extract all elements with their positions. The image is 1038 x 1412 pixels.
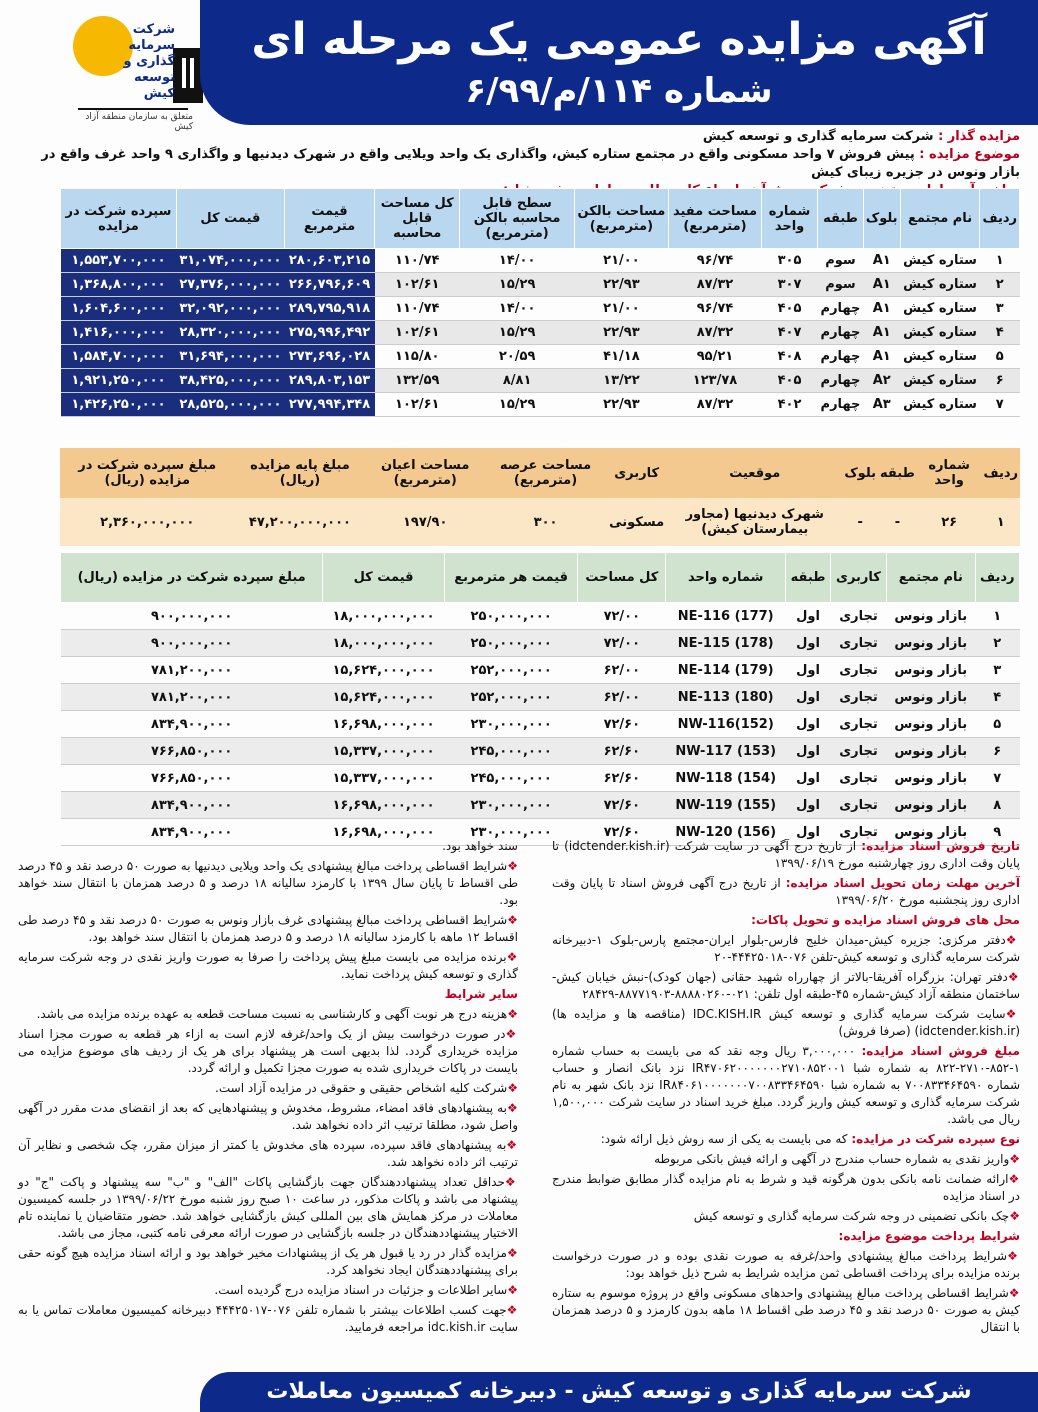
table-cell: ۳۰۷ xyxy=(762,273,818,297)
table-cell: اول xyxy=(786,657,831,684)
condition-6: حداقل تعداد پیشنهاددهندگان جهت بازگشایی پاکات "الف" و "ب" سه پیشنهاد و پاکت "ج" دو پیشنهاد می باشد و پاکات مذکور، در ساعت ۱۰ صبح روز شنبه مورخ ۱۳۹۹/۰۶/۲۲ در جلسه کمیسیون معاملات در مرکز همایش های بین المللی کیش بازگشایی خواهد شد. حضور متقاضیان یا نماینده تام الاختیار پیشنهاددهندگان در جلسه بازگشایی در صورت ارائه معرفی نامه کتبی، مجاز می باشد. xyxy=(18,1175,518,1240)
bullet-icon: ❖ xyxy=(506,1303,518,1317)
table-cell: ۷۶۶,۸۵۰,۰۰۰ xyxy=(61,738,323,765)
table-cell: ۱۶,۶۹۸,۰۰۰,۰۰۰ xyxy=(323,711,445,738)
table-cell: ۲۳۰,۰۰۰,۰۰۰ xyxy=(444,819,578,846)
table-cell: ۱۲۳/۷۸ xyxy=(668,369,761,393)
table-cell: ۲۷۷,۹۹۴,۳۴۸ xyxy=(284,393,374,417)
table-cell: تجاری xyxy=(830,603,886,630)
table-cell: ۹۶/۷۴ xyxy=(668,297,761,321)
table-cell: ۹۰۰,۰۰۰,۰۰۰ xyxy=(61,603,323,630)
bullet-icon: ❖ xyxy=(507,1283,518,1297)
column-header: مساحت عرصه (مترمربع) xyxy=(485,448,606,498)
table-cell: تجاری xyxy=(830,819,886,846)
table-cell: ۲۲/۹۳ xyxy=(574,393,668,417)
table-cell: چهارم xyxy=(818,321,864,345)
table-cell: ۱,۶۰۴,۶۰۰,۰۰۰ xyxy=(61,297,177,321)
table-cell: ۷۲/۶۰ xyxy=(578,792,666,819)
column-header: قیمت کل xyxy=(176,189,284,249)
table-cell: اول xyxy=(786,603,831,630)
table-cell: ۱۸,۰۰۰,۰۰۰,۰۰۰ xyxy=(323,630,445,657)
table-cell: ۲ xyxy=(975,630,1019,657)
column-header: شماره واحد xyxy=(762,189,818,249)
table-cell: A۱ xyxy=(863,273,900,297)
table-cell: ۱,۴۱۶,۰۰۰,۰۰۰ xyxy=(61,321,177,345)
table-cell: ۱۱۵/۸۰ xyxy=(375,345,460,369)
table-cell: ۱ xyxy=(980,249,1020,273)
column-header: طبقه xyxy=(878,448,917,498)
table-cell: سوم xyxy=(818,249,864,273)
table-cell: ۲۰/۵۹ xyxy=(460,345,574,369)
table-cell: بازار ونوس xyxy=(886,765,975,792)
table-cell: بازار ونوس xyxy=(886,711,975,738)
column-header: مبلغ سپرده شرکت در مزایده (ریال) xyxy=(60,448,234,498)
table-cell: ۲۷,۳۷۶,۰۰۰,۰۰۰ xyxy=(176,273,284,297)
table-cell: ۱۵/۲۹ xyxy=(460,321,574,345)
table-row xyxy=(61,369,1020,393)
table-row xyxy=(61,792,1020,819)
condition-7: مزایده گذار در رد یا قبول هر یک از پیشنهادات مخیر خواهد بود و ارائه اسناد مزایده هیچ گونه حقی برای پیشنهاددهندگان ایجاد نخواهد کرد. xyxy=(18,1246,518,1277)
deadline-text: از تاریخ درج آگهی فروش اسناد تا پایان وقت اداری روز پنجشنبه مورخ ۱۳۹۹/۰۶/۲۰ xyxy=(552,876,1020,907)
column-header: قیمت مترمربع xyxy=(284,189,374,249)
terms-right-column xyxy=(552,838,1020,1339)
column-header: نام مجتمع xyxy=(900,189,980,249)
table-cell: NE-116 (177) xyxy=(666,603,786,630)
table-cell: ۱۶,۶۹۸,۰۰۰,۰۰۰ xyxy=(323,792,445,819)
table-cell: ۲۵۲,۰۰۰,۰۰۰ xyxy=(444,684,578,711)
table-cell: چهارم xyxy=(818,393,864,417)
table-row xyxy=(61,321,1020,345)
table-cell: ۲۸۹,۸۰۳,۱۵۳ xyxy=(284,369,374,393)
table-cell: ۸۷/۳۲ xyxy=(668,273,761,297)
column-header: مساحت بالکن (مترمربع) xyxy=(574,189,668,249)
table-cell: ۵ xyxy=(980,345,1020,369)
bullet-icon: ❖ xyxy=(1009,1209,1020,1223)
table-cell: ستاره کیش xyxy=(900,393,980,417)
table-cell: NW-118 (154) xyxy=(666,765,786,792)
bullet-icon: ❖ xyxy=(1005,1007,1020,1021)
table-cell: ۲۳۰,۰۰۰,۰۰۰ xyxy=(444,711,578,738)
column-header: طبقه xyxy=(786,553,831,603)
column-header: شماره واحد xyxy=(917,448,982,498)
bullet-icon: ❖ xyxy=(507,1081,518,1095)
bullet-icon: ❖ xyxy=(505,1027,518,1041)
table-cell: بازار ونوس xyxy=(886,630,975,657)
table-row xyxy=(60,498,1020,546)
table-row xyxy=(61,657,1020,684)
table-row xyxy=(61,603,1020,630)
table-cell: ۱۰۲/۶۱ xyxy=(375,321,460,345)
commercial-units-table xyxy=(60,552,1020,846)
deposit-option-cash: واریز نقدی به شماره حساب مندرج در آگهی و ارائه فیش بانکی مربوطه xyxy=(654,1152,1010,1166)
table-cell: ۹ xyxy=(975,819,1019,846)
table-cell: ستاره کیش xyxy=(900,321,980,345)
table-cell: بازار ونوس xyxy=(886,657,975,684)
payment-label: شرایط پرداخت موضوع مزایده: xyxy=(838,1229,1020,1243)
column-header: ردیف xyxy=(980,189,1020,249)
header-banner xyxy=(200,0,1038,125)
table-cell: ۲۲/۹۳ xyxy=(574,321,668,345)
column-header: مبلغ پایه مزایده (ریال) xyxy=(234,448,365,498)
table-cell: بازار ونوس xyxy=(886,792,975,819)
table-cell: ۴۰۷ xyxy=(762,321,818,345)
table-row xyxy=(61,273,1020,297)
bullet-icon: ❖ xyxy=(1009,1152,1020,1166)
table-cell: ۳۱,۰۷۴,۰۰۰,۰۰۰ xyxy=(176,249,284,273)
table-cell: ستاره کیش xyxy=(900,273,980,297)
company-logo xyxy=(18,8,193,132)
table-cell: A۱ xyxy=(863,249,900,273)
table-cell: تجاری xyxy=(830,630,886,657)
table-cell: NW-120 (156) xyxy=(666,819,786,846)
bullet-icon: ❖ xyxy=(1008,1286,1020,1300)
table-cell: ۶ xyxy=(975,738,1019,765)
table-cell: NW-119 (155) xyxy=(666,792,786,819)
deposit-text: که می بایست به یکی از سه روش ذیل ارائه شود: xyxy=(600,1132,848,1146)
table-cell: NW-117 (153) xyxy=(666,738,786,765)
page-title: آگهی مزایده عمومی یک مرحله ای xyxy=(251,14,987,65)
table-cell: ۸۷/۳۲ xyxy=(668,321,761,345)
table-row xyxy=(61,345,1020,369)
table-cell: اول xyxy=(786,819,831,846)
deposit-option-guarantee: ارائه ضمانت نامه بانکی بدون هرگونه قید و شرط به نام مزایده گذار مطابق ضوابط مندرج در اسناد مزایده xyxy=(552,1172,1020,1203)
table-cell: ۲۲/۹۳ xyxy=(574,273,668,297)
table-cell: ۳۲,۰۹۲,۰۰۰,۰۰۰ xyxy=(176,297,284,321)
table-cell: ۱,۵۸۴,۷۰۰,۰۰۰ xyxy=(61,345,177,369)
table-cell: ۱۱۰/۷۴ xyxy=(375,297,460,321)
table-cell: چهارم xyxy=(818,345,864,369)
table-cell: - xyxy=(842,498,878,546)
villa-table xyxy=(60,448,1020,546)
column-header: ردیف xyxy=(975,553,1019,603)
column-header: کل مساحت قابل محاسبه xyxy=(375,189,460,249)
column-header: طبقه xyxy=(818,189,864,249)
payment-terms-residential: شرایط اقساطی پرداخت مبالغ پیشنهادی واحدهای مسکونی واقع در پروژه موسوم به ستاره کیش به صورت ۵۰ درصد نقد و ۴۵ درصد طی اقساط ۱۸ ماهه بدون کارمزد و ۵ درصد همزمان با انتقال xyxy=(552,1286,1020,1334)
condition-2: در صورت درخواست بیش از یک واحد/غرفه لازم است به ازاء هر قطعه به صورت مجزا اسناد مزایده خریداری گردد. لذا بدیهی است هر پیشنهاد برای هر یک از ردیف های موضوع مزایده می بایست در پاکات خریداری شده به صورت مجزا تکمیل و ارائه گردد. xyxy=(18,1027,518,1075)
organizer-label: مزایده گذار : xyxy=(938,129,1020,144)
table-cell: ۴۷,۲۰۰,۰۰۰,۰۰۰ xyxy=(234,498,365,546)
table-cell: ۱ xyxy=(981,498,1020,546)
table-cell: A۱ xyxy=(863,345,900,369)
bullet-icon: ❖ xyxy=(1007,970,1020,984)
table-cell: ۱۸,۰۰۰,۰۰۰,۰۰۰ xyxy=(323,603,445,630)
table-cell: ۶۲/۰۰ xyxy=(578,657,666,684)
condition-9: جهت کسب اطلاعات بیشتر با شماره تلفن ۰۷۶-۴۴۴۲۵۰۱۷ دبیرخانه کمیسیون معاملات تماس یا به سایت idc.kish.ir مراجعه فرمایید. xyxy=(18,1303,518,1334)
footer-banner: شرکت سرمایه گذاری و توسعه کیش - دبیرخانه کمیسیون معاملات xyxy=(200,1372,1038,1412)
table-cell: ۷۸۱,۲۰۰,۰۰۰ xyxy=(61,684,323,711)
fee-text: ۳,۰۰۰,۰۰۰ ریال وجه نقد که می بایست به حساب شماره ۱-۸۵۲-۲۷۱۰-۸۲۲ به شماره شبا IR۴۷۰۶۲۰۰۰۰۰۰۰۲۷۱۰۸۵۲۰۰۱ نزد بانک انصار و حساب شماره ۷۰۰۸۳۳۴۶۴۵۹۰ به شماره شبا IR۸۴۰۶۱۰۰۰۰۰۰۰۷۰۰۸۳۳۴۶۴۵۹۰ نزد بانک شهر به نام شرکت سرمایه گذاری و توسعه کیش واریز گردد. مبلغ خرید اسناد در سایت شرکت ۱,۵۰۰,۰۰۰ ریال می باشد. xyxy=(552,1044,1021,1126)
bullet-icon: ❖ xyxy=(506,950,518,964)
table-cell: ۷۸۱,۲۰۰,۰۰۰ xyxy=(61,657,323,684)
table-row xyxy=(61,711,1020,738)
table-cell: ۱ xyxy=(975,603,1019,630)
table-cell: A۱ xyxy=(863,297,900,321)
bullet-icon: ❖ xyxy=(507,1007,518,1021)
table-cell: ۱۵/۲۹ xyxy=(460,273,574,297)
table-row xyxy=(61,765,1020,792)
bullet-icon: ❖ xyxy=(1008,1172,1020,1186)
payment-terms-venus: شرایط اقساطی پرداخت مبالغ پیشنهادی غرف بازار ونوس به صورت ۵۰ درصد نقد و ۴۵ درصد طی اقساط ۱۲ ماهه با کارمزد سالیانه ۱۸ درصد و ۵ درصد همزمان با انتقال سند خواهد بود. xyxy=(18,913,518,944)
table-cell: ۱۳/۲۲ xyxy=(574,369,668,393)
table-cell: تجاری xyxy=(830,657,886,684)
table-cell: ۱۰۲/۶۱ xyxy=(375,273,460,297)
table-row xyxy=(61,684,1020,711)
residential-units-table xyxy=(60,188,1020,417)
table-cell: ستاره کیش xyxy=(900,297,980,321)
table-row xyxy=(61,630,1020,657)
organizer-value: شرکت سرمایه گذاری و توسعه کیش xyxy=(702,129,934,144)
column-header: بلوک xyxy=(863,189,900,249)
table-cell: ۴۰۲ xyxy=(762,393,818,417)
table-cell: ۲۸,۳۲۰,۰۰۰,۰۰۰ xyxy=(176,321,284,345)
condition-8: سایر اطلاعات و جزئیات در اسناد مزایده درج گردیده است. xyxy=(214,1283,508,1297)
table-cell: بازار ونوس xyxy=(886,738,975,765)
table-cell: ۳۱,۶۹۴,۰۰۰,۰۰۰ xyxy=(176,345,284,369)
table-cell: ۷۲/۶۰ xyxy=(578,711,666,738)
table-cell: ۸۷/۳۲ xyxy=(668,393,761,417)
table-cell: ۴۰۵ xyxy=(762,369,818,393)
table-cell: ۸۳۴,۹۰۰,۰۰۰ xyxy=(61,819,323,846)
table-cell: A۱ xyxy=(863,321,900,345)
table-cell: ۲۶ xyxy=(917,498,982,546)
table-cell: ۷۲/۰۰ xyxy=(578,630,666,657)
column-header: قیمت هر مترمربع xyxy=(444,553,578,603)
table-cell: ۶۲/۶۰ xyxy=(578,738,666,765)
table-cell: ۹۵/۲۱ xyxy=(668,345,761,369)
table-row xyxy=(61,297,1020,321)
table-cell: ۳۰۵ xyxy=(762,249,818,273)
table-cell: ۲ xyxy=(980,273,1020,297)
places-label: محل های فروش اسناد مزایده و تحویل پاکات: xyxy=(751,913,1020,927)
table-cell: ۱۵/۲۹ xyxy=(460,393,574,417)
table-cell: A۲ xyxy=(863,369,900,393)
table-cell: - xyxy=(878,498,917,546)
table-cell: NE-113 (180) xyxy=(666,684,786,711)
logo-caption: متعلق به سازمان منطقه آزاد کیش xyxy=(85,112,193,132)
table-cell: اول xyxy=(786,711,831,738)
other-conditions-label: سایر شرایط xyxy=(444,987,518,1001)
sale-date-label: تاریخ فروش اسناد مزایده: xyxy=(861,839,1020,853)
column-header: مساحت اعیان (مترمربع) xyxy=(365,448,485,498)
table-cell: ۹۰۰,۰۰۰,۰۰۰ xyxy=(61,630,323,657)
bullet-icon: ❖ xyxy=(504,1175,518,1189)
table-cell: ۲۷۵,۹۹۶,۴۹۲ xyxy=(284,321,374,345)
table-cell: تجاری xyxy=(830,738,886,765)
column-header: قیمت کل xyxy=(323,553,445,603)
table-cell: ۲۷۳,۶۹۶,۰۲۸ xyxy=(284,345,374,369)
table-cell: ۷ xyxy=(975,765,1019,792)
place-central-office: دفتر مرکزی: جزیره کیش-میدان خلیج فارس-بلوار ایران-مجتمع پارس-بلوک ۱-دبیرخانه شرکت سرمایه گذاری و توسعه کیش-تلفن ۰۷۶-۴۴۴۲۵۰۱۸-۲۰ xyxy=(552,933,1020,964)
table-cell: ۱,۵۵۳,۷۰۰,۰۰۰ xyxy=(61,249,177,273)
column-header: کل مساحت xyxy=(578,553,666,603)
bullet-icon: ❖ xyxy=(507,859,518,873)
table-cell: ۹۶/۷۴ xyxy=(668,249,761,273)
column-header: نام مجتمع xyxy=(886,553,975,603)
table-cell: ۲۶۶,۷۹۶,۶۰۹ xyxy=(284,273,374,297)
table-cell: ۶۲/۶۰ xyxy=(578,765,666,792)
table-cell: ۳۰۰ xyxy=(485,498,606,546)
table-cell: اول xyxy=(786,792,831,819)
subject-value: پیش فروش ۷ واحد مسکونی واقع در مجتمع ستاره کیش، واگذاری یک واحد ویلایی واقع در شهرک دیدنیها و واگذاری ۹ واحد غرف واقع در بازار ونوس در جزیره زیبای کیش xyxy=(41,147,1020,180)
table-cell: ۶۲/۰۰ xyxy=(578,684,666,711)
table-row xyxy=(61,393,1020,417)
table-cell: بازار ونوس xyxy=(886,819,975,846)
table-cell: ۱۴/۰۰ xyxy=(460,297,574,321)
table-cell: ۸۳۴,۹۰۰,۰۰۰ xyxy=(61,711,323,738)
auction-number: شماره ۱۱۴/م/۶/۹۹ xyxy=(465,71,773,111)
table-cell: ۸/۸۱ xyxy=(460,369,574,393)
table-cell: ستاره کیش xyxy=(900,249,980,273)
table-row xyxy=(61,738,1020,765)
table-cell: NE-114 (179) xyxy=(666,657,786,684)
column-header: کاربری xyxy=(830,553,886,603)
table-cell: ستاره کیش xyxy=(900,369,980,393)
place-tehran-office: دفتر تهران: بزرگراه آفریقا-بالاتر از چهارراه شهید حقانی (جهان کودک)-نبش خیابان کیش-ساختمان منطقه آزاد کیش-شماره ۴۵-طبقه اول تلفن: ۰۲۱-۸۸۸۸۰۲۶۰-۸۸۷۷۱۹۰۳-۲۸۴۲۹ xyxy=(552,970,1020,1001)
column-header: سپرده شرکت در مزایده xyxy=(61,189,177,249)
table-cell: بازار ونوس xyxy=(886,603,975,630)
table-cell: ستاره کیش xyxy=(900,345,980,369)
table-cell: NW-116(152) xyxy=(666,711,786,738)
table-cell: چهارم xyxy=(818,297,864,321)
table-cell: اول xyxy=(786,684,831,711)
column-header: بلوک xyxy=(842,448,878,498)
building-logo-mark xyxy=(173,48,203,103)
bullet-icon: ❖ xyxy=(507,913,518,927)
table-cell: تجاری xyxy=(830,684,886,711)
table-cell: مسکونی xyxy=(606,498,667,546)
column-header: سطح قابل محاسبه بالکن (مترمربع) xyxy=(460,189,574,249)
table-cell: ۸ xyxy=(975,792,1019,819)
table-cell: ۵ xyxy=(975,711,1019,738)
continued-text: سند خواهد بود. xyxy=(442,839,518,853)
table-cell: ۲۸۰,۶۰۳,۲۱۵ xyxy=(284,249,374,273)
table-cell: ۲۱/۰۰ xyxy=(574,297,668,321)
table-cell: ۴ xyxy=(980,321,1020,345)
table-cell: ۲۱/۰۰ xyxy=(574,249,668,273)
table-cell: ۴ xyxy=(975,684,1019,711)
bullet-icon: ❖ xyxy=(506,1246,518,1260)
table-cell: ۲,۳۶۰,۰۰۰,۰۰۰ xyxy=(60,498,234,546)
column-header: کاربری xyxy=(606,448,667,498)
table-cell: اول xyxy=(786,765,831,792)
table-cell: سوم xyxy=(818,273,864,297)
prepayment-note: برنده مزایده می بایست مبلغ پیش پرداخت را صرفا به صورت واریز نقدی در وجه شرکت سرمایه گذاری و توسعه کیش پرداخت نماید. xyxy=(18,950,518,981)
table-cell: ۷ xyxy=(980,393,1020,417)
table-cell: تجاری xyxy=(830,711,886,738)
column-header: مبلغ سپرده شرکت در مزایده (ریال) xyxy=(61,553,323,603)
table-cell: NE-115 (178) xyxy=(666,630,786,657)
column-header: مساحت مفید (مترمربع) xyxy=(668,189,761,249)
table-cell: ۱۴/۰۰ xyxy=(460,249,574,273)
fee-label: مبلغ فروش اسناد مزایده: xyxy=(861,1044,1020,1058)
logo-divider xyxy=(78,108,188,110)
table-cell: بازار ونوس xyxy=(886,684,975,711)
bullet-icon: ❖ xyxy=(506,1138,518,1152)
place-website: سایت شرکت سرمایه گذاری و توسعه کیش IDC.KISH.IR (مناقصه ها و مزایده ها) (idctender.kish.ir) (صرفا فروش) xyxy=(552,1007,1020,1038)
table-cell: ۱,۹۲۱,۲۵۰,۰۰۰ xyxy=(61,369,177,393)
table-cell: ۷۲/۰۰ xyxy=(578,603,666,630)
table-cell: تجاری xyxy=(830,765,886,792)
table-cell: ۳ xyxy=(975,657,1019,684)
table-cell: ۲۸,۵۲۵,۰۰۰,۰۰۰ xyxy=(176,393,284,417)
table-cell: شهرک دیدنیها (مجاور بیمارستان کیش) xyxy=(667,498,842,546)
condition-5: به پیشنهادهای فاقد سپرده، سپرده های مخدوش یا کمتر از میزان مقرر، چک شخصی و نظایر آن ترتیب اثر داده نخواهد شد. xyxy=(18,1138,518,1169)
column-header: شماره واحد xyxy=(666,553,786,603)
table-cell: ۷۲/۶۰ xyxy=(578,819,666,846)
payment-terms-cash: شرایط پرداخت مبالغ پیشنهادی واحد/غرفه به صورت نقدی بوده و در صورت درخواست برنده مزایده برای پرداخت اقساطی ثمن مزایده شرایط به شرح ذیل خواهد بود: xyxy=(552,1249,1020,1280)
deadline-label: آخرین مهلت زمان تحویل اسناد مزایده: xyxy=(785,876,1020,890)
table-cell: ۷۶۶,۸۵۰,۰۰۰ xyxy=(61,765,323,792)
table-cell: ۸۳۴,۹۰۰,۰۰۰ xyxy=(61,792,323,819)
table-cell: ۲۸۹,۷۹۵,۹۱۸ xyxy=(284,297,374,321)
bullet-icon: ❖ xyxy=(506,1101,518,1115)
table-cell: ۲۵۲,۰۰۰,۰۰۰ xyxy=(444,657,578,684)
table-cell: ۳۸,۴۲۵,۰۰۰,۰۰۰ xyxy=(176,369,284,393)
table-cell: ۱۵,۶۲۴,۰۰۰,۰۰۰ xyxy=(323,684,445,711)
table-cell: ۴۱/۱۸ xyxy=(574,345,668,369)
logo-text: شرکت سرمایه گذاری و توسعه کیش xyxy=(123,22,175,101)
table-cell: ۲۵۰,۰۰۰,۰۰۰ xyxy=(444,603,578,630)
table-cell: ۱۶,۶۹۸,۰۰۰,۰۰۰ xyxy=(323,819,445,846)
table-cell: ۱۵,۳۳۷,۰۰۰,۰۰۰ xyxy=(323,738,445,765)
terms-left-column xyxy=(18,838,518,1339)
condition-4: به پیشنهادهای فاقد امضاء، مشروط، مخدوش و پیشنهادهایی که بعد از انقضای مدت مقرر در آگهی واصل شود، مطلقا ترتیب اثر داده نخواهد شد. xyxy=(18,1101,518,1132)
subject-label: موضوع مزایده : xyxy=(919,147,1020,162)
table-cell: ۴۰۵ xyxy=(762,297,818,321)
table-cell: ۲۵۰,۰۰۰,۰۰۰ xyxy=(444,630,578,657)
table-row xyxy=(61,249,1020,273)
column-header: موقعیت xyxy=(667,448,842,498)
table-cell: ۲۴۵,۰۰۰,۰۰۰ xyxy=(444,765,578,792)
table-cell: ۲۴۵,۰۰۰,۰۰۰ xyxy=(444,738,578,765)
table-cell: ۱۵,۶۲۴,۰۰۰,۰۰۰ xyxy=(323,657,445,684)
table-cell: ۶ xyxy=(980,369,1020,393)
table-cell: چهارم xyxy=(818,369,864,393)
condition-1: هزینه درج هر نوبت آگهی و کارشناسی به نسبت مساحت قطعه به عهده برنده مزایده می باشد. xyxy=(36,1007,508,1021)
table-cell: ۲۳۰,۰۰۰,۰۰۰ xyxy=(444,792,578,819)
table-cell: ۱۰۲/۶۱ xyxy=(375,393,460,417)
table-cell: ۱,۴۲۶,۲۵۰,۰۰۰ xyxy=(61,393,177,417)
table-cell: ۱۹۷/۹۰ xyxy=(365,498,485,546)
table-cell: ۳ xyxy=(980,297,1020,321)
table-cell: ۱۵,۳۳۷,۰۰۰,۰۰۰ xyxy=(323,765,445,792)
sale-date-text: از تاریخ درج آگهی در سایت شرکت (idctender.kish.ir) تا پایان وقت اداری روز چهارشنبه مورخ ۱۳۹۹/۰۶/۱۹ xyxy=(552,839,1020,870)
table-cell: A۳ xyxy=(863,393,900,417)
condition-3: شرکت کلیه اشخاص حقیقی و حقوقی در مزایده آزاد است. xyxy=(215,1081,508,1095)
payment-terms-villa: شرایط اقساطی پرداخت مبالغ پیشنهادی یک واحد ویلایی دیدنیها به صورت ۵۰ درصد نقد و ۴۵ درصد طی اقساط تا پایان سال ۱۳۹۹ با کارمزد سالیانه ۱۸ درصد و ۵ درصد همزمان با انتقال سند خواهد بود. xyxy=(18,859,518,907)
bullet-icon: ❖ xyxy=(1007,1249,1020,1263)
table-cell: اول xyxy=(786,738,831,765)
column-header: ردیف xyxy=(981,448,1020,498)
table-cell: ۱,۳۶۸,۸۰۰,۰۰۰ xyxy=(61,273,177,297)
deposit-label: نوع سپرده شرکت در مزایده: xyxy=(851,1132,1020,1146)
table-cell: اول xyxy=(786,630,831,657)
table-cell: تجاری xyxy=(830,792,886,819)
table-cell: ۱۱۰/۷۴ xyxy=(375,249,460,273)
bullet-icon: ❖ xyxy=(1005,933,1020,947)
deposit-option-cheque: چک بانکی تضمینی در وجه شرکت سرمایه گذاری و توسعه کیش xyxy=(693,1209,1010,1223)
table-cell: ۴۰۸ xyxy=(762,345,818,369)
table-cell: ۱۳۲/۵۹ xyxy=(375,369,460,393)
